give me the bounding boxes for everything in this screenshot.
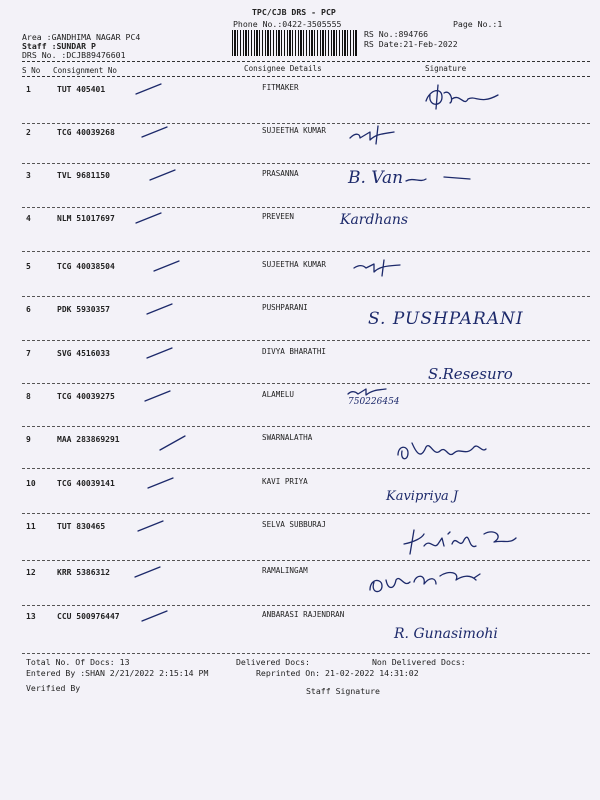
- signature-text: B. Van: [348, 168, 404, 188]
- verified-by: Verified By: [26, 683, 81, 693]
- row-consignee: KAVI PRIYA: [262, 477, 308, 486]
- row-consignment: TCG 40039141: [57, 479, 115, 488]
- row-consignee: PREVEEN: [262, 212, 295, 221]
- rs-date: RS Date:21-Feb-2022: [364, 39, 458, 49]
- table-row: [0, 305, 600, 345]
- document-title: TPC/CJB DRS - PCP: [252, 7, 336, 17]
- row-sno: 3: [26, 171, 31, 180]
- row-sno: 5: [26, 262, 31, 271]
- column-header-consignee: Consignee Details: [244, 64, 322, 73]
- rs-number: RS No.:894766: [364, 29, 429, 39]
- staff: Staff :SUNDAR P: [22, 41, 96, 51]
- row-sno: 7: [26, 349, 31, 358]
- table-row: [0, 435, 600, 475]
- page-number: Page No.:1: [453, 19, 503, 29]
- table-row: [0, 214, 600, 254]
- column-header-consignment: Consignment No: [53, 66, 118, 75]
- row-consignment: NLM 51017697: [57, 214, 115, 223]
- row-consignment: TUT 830465: [57, 522, 106, 531]
- row-consignee: SUJEETHA KUMAR: [262, 260, 327, 269]
- row-consignee: PRASANNA: [262, 169, 299, 178]
- tick-mark: [134, 210, 164, 226]
- signature-text: S.Resesuro: [428, 365, 513, 383]
- row-consignment: TVL 9681150: [57, 171, 110, 180]
- signature-mark: [348, 124, 402, 148]
- row-separator: [22, 605, 590, 606]
- table-row: [0, 612, 600, 652]
- tick-mark: [148, 167, 178, 183]
- tick-mark: [140, 124, 170, 140]
- entered-by: Entered By :SHAN 2/21/2022 2:15:14 PM: [26, 668, 209, 678]
- non-delivered-docs: Non Delivered Docs:: [372, 657, 466, 667]
- row-consignment: KRR 5386312: [57, 568, 110, 577]
- tick-mark: [145, 301, 175, 317]
- tick-mark: [158, 433, 188, 453]
- header-separator: [22, 61, 590, 62]
- row-consignee: RAMALINGAM: [262, 566, 308, 575]
- row-sno: 13: [26, 612, 36, 621]
- row-separator: [22, 123, 590, 124]
- row-separator: [22, 340, 590, 341]
- row-consignee: FITMAKER: [262, 83, 299, 92]
- table-row: [0, 168, 600, 211]
- row-consignee: DIVYA BHARATHI: [262, 347, 327, 356]
- column-header-separator: [22, 76, 590, 77]
- tick-mark: [152, 258, 182, 274]
- signature-text: R. Gunasimohi: [394, 626, 498, 642]
- row-sno: 4: [26, 214, 31, 223]
- row-separator: [22, 513, 590, 514]
- row-consignment: TCG 40039268: [57, 128, 115, 137]
- row-separator: [22, 163, 590, 164]
- phone-number: Phone No.:0422-3505555: [233, 19, 342, 29]
- row-sno: 11: [26, 522, 36, 531]
- table-row: [0, 128, 600, 168]
- row-consignee: ANBARASI RAJENDRAN: [262, 610, 345, 619]
- signature-mark: [366, 566, 496, 600]
- signature-mark: [420, 81, 520, 115]
- row-sno: 8: [26, 392, 31, 401]
- tick-mark: [136, 518, 166, 534]
- row-sno: 2: [26, 128, 31, 137]
- signature-mark: [400, 526, 530, 558]
- area: Area :GANDHIMA NAGAR PC4: [22, 32, 141, 42]
- row-consignee: SUJEETHA KUMAR: [262, 126, 327, 135]
- row-separator: [22, 251, 590, 252]
- tick-mark: [146, 475, 176, 491]
- reprinted-on: Reprinted On: 21-02-2022 14:31:02: [256, 668, 419, 678]
- row-consignee: PUSHPARANI: [262, 303, 308, 312]
- row-separator: [22, 468, 590, 469]
- row-consignment: MAA 283869291: [57, 435, 120, 444]
- staff-signature: Staff Signature: [306, 686, 380, 696]
- row-consignment: PDK 5930357: [57, 305, 110, 314]
- row-sno: 10: [26, 479, 36, 488]
- row-separator: [22, 426, 590, 427]
- tick-mark: [140, 608, 170, 624]
- signature-text: Kavipriya J: [386, 489, 459, 504]
- row-consignment: TUT 405401: [57, 85, 106, 94]
- signature-note: 750226454: [348, 397, 400, 407]
- tick-mark: [134, 81, 164, 97]
- tick-mark: [133, 564, 163, 580]
- table-row: [0, 85, 600, 125]
- barcode: [232, 30, 358, 56]
- row-separator: [22, 560, 590, 561]
- tick-mark: [143, 388, 173, 404]
- row-sno: 6: [26, 305, 31, 314]
- row-separator: [22, 383, 590, 384]
- drs-number: DRS No. :DCJB89476601: [22, 50, 126, 60]
- row-consignment: CCU 500976447: [57, 612, 120, 621]
- row-consignment: TCG 40039275: [57, 392, 115, 401]
- row-consignee: ALAMELU: [262, 390, 295, 399]
- row-consignment: TCG 40038504: [57, 262, 115, 271]
- signature-mark: [352, 258, 406, 282]
- signature-flourish: [404, 171, 474, 187]
- delivered-docs: Delivered Docs:: [236, 657, 310, 667]
- signature-text: Kardhans: [340, 212, 409, 228]
- table-row: [0, 568, 600, 608]
- row-sno: 9: [26, 435, 31, 444]
- column-header-sno: S No: [22, 66, 41, 75]
- row-consignee: SELVA SUBBURAJ: [262, 520, 327, 529]
- row-sno: 12: [26, 568, 36, 577]
- table-row: [0, 522, 600, 562]
- row-separator: [22, 296, 590, 297]
- row-separator: [22, 653, 590, 654]
- row-consignment: SVG 4516033: [57, 349, 110, 358]
- row-separator: [22, 207, 590, 208]
- tick-mark: [145, 345, 175, 361]
- total-docs: Total No. Of Docs: 13: [26, 657, 130, 667]
- row-sno: 1: [26, 85, 31, 94]
- signature-mark: [346, 384, 392, 398]
- row-consignee: SWARNALATHA: [262, 433, 313, 442]
- column-header-signature: Signature: [425, 64, 467, 73]
- signature-text: S. PUSHPARANI: [368, 309, 524, 329]
- signature-mark: [394, 437, 494, 465]
